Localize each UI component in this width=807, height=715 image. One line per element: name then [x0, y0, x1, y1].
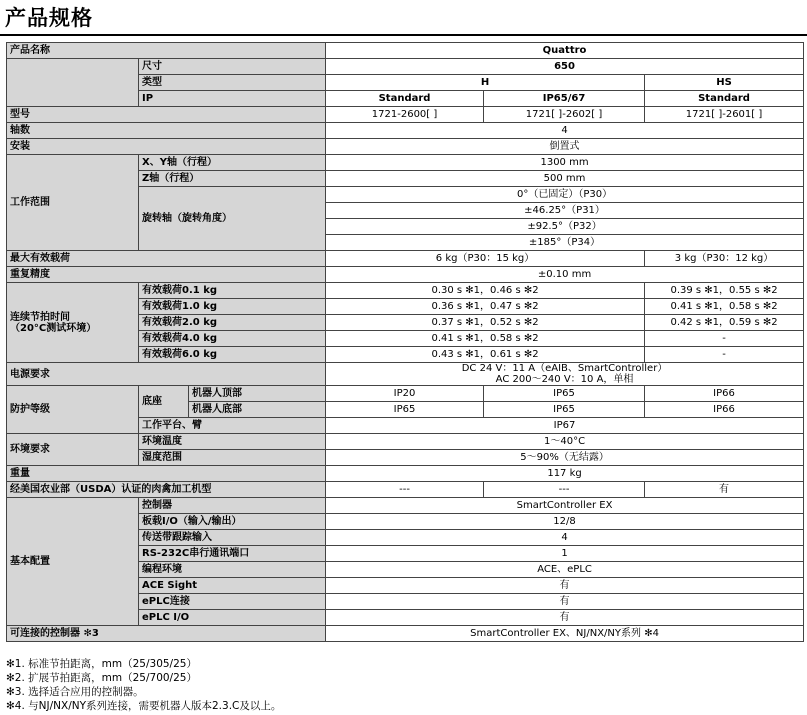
ip-value-3: Standard: [645, 91, 804, 107]
robot-top-value-1: IP20: [326, 386, 484, 402]
row-size: [7, 59, 804, 75]
rotation-value-2: ±46.25°（P31）: [326, 203, 804, 219]
basic-config-item-label: 编程环境: [139, 562, 326, 578]
platform-arm-value: IP67: [326, 418, 804, 434]
power-value-line2: AC 200～240 V：10 A，单相: [495, 374, 634, 385]
row-repeatability: [7, 267, 804, 283]
size-value: 650: [326, 59, 804, 75]
cycle-payload-label: 有效载荷6.0 kg: [139, 347, 326, 363]
cycle-payload-label: 有效载荷4.0 kg: [139, 331, 326, 347]
robot-bottom-value-1: IP65: [326, 402, 484, 418]
cycle-hs-value: 0.41 s ✻1，0.58 s ✻2: [645, 299, 804, 315]
cycle-h-value: 0.41 s ✻1，0.58 s ✻2: [326, 331, 645, 347]
usda-value-2: ---: [484, 482, 645, 498]
cycle-hs-value: -: [645, 347, 804, 363]
basic-config-item-value: ACE、ePLC: [326, 562, 804, 578]
controllers-value: SmartController EX、NJ/NX/NY系列 ✻4: [326, 626, 804, 642]
footnote-1: ✻1. 标准节拍距离，mm（25/305/25）: [6, 658, 197, 670]
axes-label: 轴数: [7, 123, 326, 139]
rotation-value-4: ±185°（P34）: [326, 235, 804, 251]
basic-config-label: 基本配置: [7, 498, 139, 626]
humidity-value: 5～90%（无结露）: [326, 450, 804, 466]
cycle-payload-label: 有效载荷1.0 kg: [139, 299, 326, 315]
cycle-hs-value: -: [645, 331, 804, 347]
humidity-label: 湿度范围: [139, 450, 326, 466]
type-h: H: [326, 75, 645, 91]
robot-top-value-3: IP66: [645, 386, 804, 402]
cycle-payload-label: 有效载荷2.0 kg: [139, 315, 326, 331]
cycle-hs-value: 0.42 s ✻1，0.59 s ✻2: [645, 315, 804, 331]
payload-hs-value: 3 kg（P30：12 kg）: [645, 251, 804, 267]
weight-label: 重量: [7, 466, 326, 482]
environment-label: 环境要求: [7, 434, 139, 466]
cycle-h-value: 0.37 s ✻1，0.52 s ✻2: [326, 315, 645, 331]
basic-config-item-label: 传送带跟踪输入: [139, 530, 326, 546]
basic-config-item-label: 板载I/O（输入/输出）: [139, 514, 326, 530]
row-work-xy: [7, 155, 804, 171]
basic-config-item-value: SmartController EX: [326, 498, 804, 514]
basic-config-item-value: 4: [326, 530, 804, 546]
basic-config-item-label: ePLC连接: [139, 594, 326, 610]
power-label: 电源要求: [7, 363, 326, 386]
basic-config-item-value: 1: [326, 546, 804, 562]
header-blank-cell: [7, 59, 139, 107]
size-label: 尺寸: [139, 59, 326, 75]
power-value-line1: DC 24 V：11 A（eAIB、SmartController）: [461, 363, 668, 374]
usda-value-1: ---: [326, 482, 484, 498]
rotation-axis-label: 旋转轴（旋转角度）: [139, 187, 326, 251]
cycle-payload-label: 有效载荷0.1 kg: [139, 283, 326, 299]
controllers-label: 可连接的控制器 ✻3: [7, 626, 326, 642]
row-axes: [7, 123, 804, 139]
usda-value-3: 有: [645, 482, 804, 498]
cycle-h-value: 0.36 s ✻1，0.47 s ✻2: [326, 299, 645, 315]
cycle-h-value: 0.43 s ✻1，0.61 s ✻2: [326, 347, 645, 363]
cycle-time-label-line2: （20°C测试环境）: [10, 322, 97, 334]
z-axis-label: Z轴（行程）: [139, 171, 326, 187]
footnote-2: ✻2. 扩展节拍距离，mm（25/700/25）: [6, 672, 197, 684]
work-range-label: 工作范围: [7, 155, 139, 251]
footnotes: [6, 657, 281, 713]
model-value-1: 1721-2600[ ]: [326, 107, 484, 123]
basic-config-item-value: 有: [326, 578, 804, 594]
row-weight: [7, 466, 804, 482]
mounting-value: 倒置式: [326, 139, 804, 155]
type-label: 类型: [139, 75, 326, 91]
xy-axis-label: X、Y轴（行程）: [139, 155, 326, 171]
title-divider: [0, 34, 807, 36]
product-name-label: 产品名称: [7, 43, 326, 59]
model-value-3: 1721[ ]-2601[ ]: [645, 107, 804, 123]
basic-config-item-label: ACE Sight: [139, 578, 326, 594]
rotation-value-3: ±92.5°（P32）: [326, 219, 804, 235]
repeatability-value: ±0.10 mm: [326, 267, 804, 283]
payload-label: 最大有效载荷: [7, 251, 326, 267]
usda-label: 经美国农业部（USDA）认证的肉禽加工机型: [7, 482, 326, 498]
basic-config-item-label: RS-232C串行通讯端口: [139, 546, 326, 562]
model-label: 型号: [7, 107, 326, 123]
row-basic-1: [7, 498, 804, 514]
row-usda: [7, 482, 804, 498]
robot-bottom-value-2: IP65: [484, 402, 645, 418]
row-payload: [7, 251, 804, 267]
footnote-3: ✻3. 选择适合应用的控制器。: [6, 686, 144, 698]
ip-label: IP: [139, 91, 326, 107]
spec-table: [6, 42, 804, 642]
ip-value-1: Standard: [326, 91, 484, 107]
page-title: 产品规格: [5, 6, 93, 30]
cycle-hs-value: 0.39 s ✻1，0.55 s ✻2: [645, 283, 804, 299]
robot-top-value-2: IP65: [484, 386, 645, 402]
type-hs: HS: [645, 75, 804, 91]
base-label: 底座: [139, 386, 189, 418]
protection-label: 防护等级: [7, 386, 139, 434]
basic-config-item-label: ePLC I/O: [139, 610, 326, 626]
basic-config-item-value: 12/8: [326, 514, 804, 530]
repeatability-label: 重复精度: [7, 267, 326, 283]
xy-axis-value: 1300 mm: [326, 155, 804, 171]
cycle-time-label-line1: 连续节拍时间: [10, 311, 70, 323]
row-power: [7, 363, 804, 386]
basic-config-item-label: 控制器: [139, 498, 326, 514]
basic-config-item-value: 有: [326, 610, 804, 626]
row-mounting: [7, 139, 804, 155]
ip-value-2: IP65/67: [484, 91, 645, 107]
product-name-value: Quattro: [326, 43, 804, 59]
row-controllers: [7, 626, 804, 642]
weight-value: 117 kg: [326, 466, 804, 482]
robot-bottom-label: 机器人底部: [189, 402, 326, 418]
basic-config-item-value: 有: [326, 594, 804, 610]
row-cycle-1: [7, 283, 804, 299]
power-value: [326, 363, 804, 386]
cycle-time-label: [7, 283, 139, 363]
row-model: [7, 107, 804, 123]
row-environment-temp: [7, 434, 804, 450]
ambient-temp-value: 1～40°C: [326, 434, 804, 450]
rotation-value-1: 0°（已固定）（P30）: [326, 187, 804, 203]
row-product-name: [7, 43, 804, 59]
model-value-2: 1721[ ]-2602[ ]: [484, 107, 645, 123]
robot-top-label: 机器人顶部: [189, 386, 326, 402]
z-axis-value: 500 mm: [326, 171, 804, 187]
row-protection-top: [7, 386, 804, 402]
robot-bottom-value-3: IP66: [645, 402, 804, 418]
payload-h-value: 6 kg（P30：15 kg）: [326, 251, 645, 267]
axes-value: 4: [326, 123, 804, 139]
ambient-temp-label: 环境温度: [139, 434, 326, 450]
footnote-4: ✻4. 与NJ/NX/NY系列连接，需要机器人版本2.3.C及以上。: [6, 700, 282, 712]
cycle-h-value: 0.30 s ✻1，0.46 s ✻2: [326, 283, 645, 299]
platform-arm-label: 工作平台、臂: [139, 418, 326, 434]
mounting-label: 安装: [7, 139, 326, 155]
